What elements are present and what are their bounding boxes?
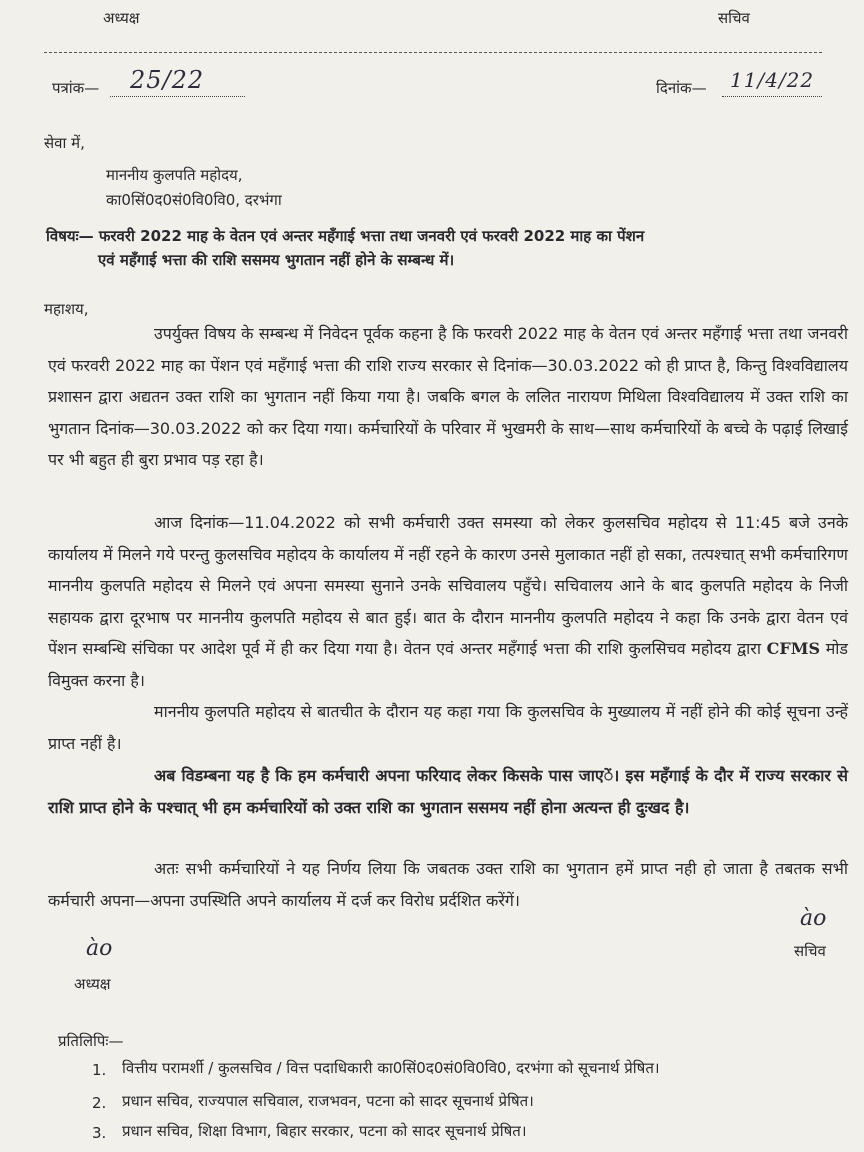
ref-label: पत्रांक— [52, 79, 100, 97]
paragraph-4: अब विडम्बना यह है कि हम कर्मचारी अपना फरियाद लेकर किसके पास जाएें। इस महँगाई के दौर में राज्य सरकार से राशि प्राप्त होने के पश्चात् भी हम कर्मचारियों को उक्त राशि का भुगतान ससमय नहीं होना अत्यन्त ही दुःखद है। [48, 766, 848, 817]
paragraph-5: अतः सभी कर्मचारियों ने यह निर्णय लिया कि जबतक उक्त राशि का भुगतान हमें प्राप्त नही हो जाता है तबतक सभी कर्मचारी अपना—अपना उपस्थिति अपने कार्यालय में दर्ज कर विरोध प्रर्दशित करेंगें। [48, 859, 848, 910]
copy-heading: प्रतिलिपिः— [58, 1032, 124, 1050]
header-divider [44, 52, 822, 53]
ref-number: 25/22 [130, 66, 205, 94]
left-signature-mark: ào [86, 936, 113, 961]
header-left-title: अध्यक्ष [103, 9, 140, 27]
address-line-2: का0सिं0द0सं0वि0वि0, दरभंगा [106, 191, 282, 209]
copy-item-1-num: 1. [92, 1061, 107, 1079]
copy-item-2-num: 2. [92, 1094, 107, 1112]
left-signature-label: अध्यक्ष [74, 975, 111, 993]
right-signature-label: सचिव [794, 942, 826, 960]
copy-item-1-text: वित्तीय परामर्शी / कुलसचिव / वित्त पदाधिकारी का0सिं0द0सं0वि0वि0, दरभंगा को सूचनार्थ प्रेषित। [122, 1059, 660, 1077]
paragraph-2-end: मोड विमुक्त करना है। [48, 639, 848, 690]
copy-item-2-text: प्रधान सचिव, राज्यपाल सचिवाल, राजभवन, पटना को सादर सूचनार्थ प्रेषित। [122, 1092, 534, 1110]
date-value: 11/4/22 [730, 68, 815, 92]
cfms-term: CFMS [766, 639, 821, 658]
paragraph-1: उपर्युक्त विषय के सम्बन्ध में निवेदन पूर्वक कहना है कि फरवरी 2022 माह के वेतन एवं अन्तर महँगाई भत्ता तथा जनवरी एवं फरवरी 2022 माह का पेंशन एवं महँगाई भत्ता की राशि राज्य सरकार से दिनांक—30.03.2022 को ही प्राप्त है, किन्तु विश्वविद्यालय प्रशासन द्वारा अद्यतन उक्त राशि का भुगतान नहीं किया गया है। जबकि बगल के ललित नारायण मिथिला विश्वविद्यालय में उक्त राशि का भुगतान दिनांक—30.03.2022 को कर दिया गया। कर्मचारियों के परिवार में भुखमरी के साथ—साथ कर्मचारियों के बच्चे के पढ़ाई लिखाई पर भी बहुत ही बुरा प्रभाव पड़ रहा है। [48, 324, 848, 469]
paragraph-2 [48, 507, 848, 696]
subject-line-2: एवं महँगाई भत्ता की राशि ससमय भुगतान नहीं होने के सम्बन्ध में। [98, 251, 455, 269]
ref-underline [110, 96, 245, 97]
paragraph-2-text: आज दिनांक—11.04.2022 को सभी कर्मचारी उक्त समस्या को लेकर कुलसचिव महोदय से 11:45 बजे उनके कार्यालय में मिलने गये परन्तु कुलसचिव महोदय के कार्यालय में नहीं रहने के कारण उनसे मुलाकात नहीं हो सका, तत्पश्चात् सभी कर्मचारिगण माननीय कुलपति महोदय से मिलने एवं अपना समस्या सुनाने उनके सचिवालय पहुँचे। सचिवालय आने के बाद कुलपति महोदय के निजी सहायक द्वारा दूरभाष पर माननीय कुलपति महोदय से बात हुई। बात के दौरान माननीय कुलपति महोदय ने कहा कि उनके द्वारा वेतन एवं पेंशन सम्बन्धि संचिका पर आदेश पूर्व में ही कर दिया गया है। वेतन एवं अन्तर महँगाई भत्ता की राशि कुलसिचव महोदय द्वारा [48, 513, 848, 658]
copy-item-3-text: प्रधान सचिव, शिक्षा विभाग, बिहार सरकार, पटना को सादर सूचनार्थ प्रेषित। [122, 1122, 527, 1140]
right-signature-mark: ào [800, 906, 827, 931]
date-label: दिनांक— [656, 79, 707, 97]
header-right-title: सचिव [718, 9, 750, 27]
salutation: महाशय, [44, 300, 89, 318]
paragraph-3: माननीय कुलपति महोदय से बातचीत के दौरान यह कहा गया कि कुलसचिव के मुख्यालय में नहीं होने की कोई सूचना उन्हें प्राप्त नहीं है। [48, 702, 848, 753]
address-to: सेवा में, [44, 134, 85, 152]
date-underline [722, 96, 822, 97]
subject-line-1: विषयः— फरवरी 2022 माह के वेतन एवं अन्तर महँगाई भत्ता तथा जनवरी एवं फरवरी 2022 माह का पेंशन [46, 227, 645, 245]
address-line-1: माननीय कुलपति महोदय, [106, 166, 243, 184]
copy-item-3-num: 3. [92, 1124, 107, 1142]
